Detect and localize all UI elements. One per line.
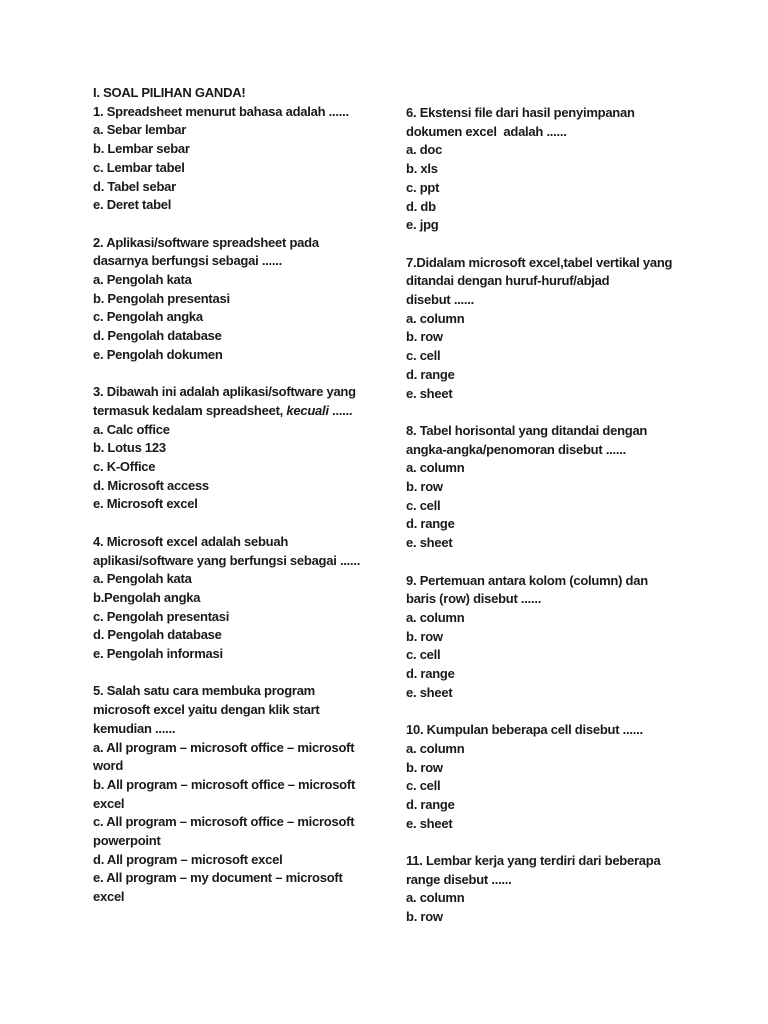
text-line: disebut ......	[406, 292, 475, 308]
text-line: b. row	[406, 759, 443, 775]
text-line: 10. Kumpulan beberapa cell disebut ......	[406, 722, 643, 738]
question-block	[406, 572, 718, 703]
text-line: 8. Tabel horisontal yang ditandai dengan	[406, 422, 648, 438]
text-line: 3. Dibawah ini adalah aplikasi/software yang	[93, 384, 356, 400]
text-line: d. db	[406, 198, 436, 214]
question-block	[406, 721, 718, 833]
text-line: a. Sebar lembar	[93, 122, 187, 138]
text-line: d. range	[406, 796, 455, 812]
text-line: c. cell	[406, 497, 441, 513]
text-line: excel	[93, 795, 125, 811]
text-line: dasarnya berfungsi sebagai ......	[93, 253, 282, 269]
section-title-block	[93, 84, 405, 215]
text-line: c. All program – microsoft office – microsoft	[93, 814, 355, 830]
text-line: e. sheet	[406, 815, 453, 831]
text-line: b. row	[406, 628, 443, 644]
text-line: 2. Aplikasi/software spreadsheet pada	[93, 234, 319, 250]
text-line: 7.Didalam microsoft excel,tabel vertikal yang	[406, 254, 673, 270]
text-line: 1. Spreadsheet menurut bahasa adalah ......	[93, 103, 349, 119]
text-line: d. Microsoft access	[93, 477, 209, 493]
text-line: b. row	[406, 479, 443, 495]
text-line: d. range	[406, 666, 455, 682]
text-line: b. Lembar sebar	[93, 141, 190, 157]
text-line: powerpoint	[93, 833, 161, 849]
question-block	[93, 533, 405, 664]
text-line: c. Pengolah presentasi	[93, 608, 230, 624]
text-line: d. Tabel sebar	[93, 178, 176, 194]
text-line: dokumen excel adalah ......	[406, 123, 567, 139]
text-line: b. All program – microsoft office – microsoft	[93, 776, 356, 792]
left-column	[93, 84, 405, 907]
question-block	[406, 852, 718, 927]
text-line: a. column	[406, 460, 465, 476]
text-line: c. cell	[406, 778, 441, 794]
text-line: 9. Pertemuan antara kolom (column) dan	[406, 572, 648, 588]
text-line: d. range	[406, 366, 455, 382]
text-line: range disebut ......	[406, 871, 512, 887]
text-line: a. column	[406, 740, 465, 756]
text-line: a. column	[406, 890, 465, 906]
text-line: excel	[93, 889, 125, 905]
text-line: b. row	[406, 329, 443, 345]
text-line: 6. Ekstensi file dari hasil penyimpanan	[406, 105, 635, 120]
text-line: angka-angka/penomoran disebut ......	[406, 441, 626, 457]
text-line: a. Calc office	[93, 421, 170, 437]
text-line: kemudian ......	[93, 720, 176, 736]
text-line: microsoft excel yaitu dengan klik start	[93, 702, 320, 718]
text-line: 11. Lembar kerja yang terdiri dari beberapa	[406, 853, 661, 869]
text-line: baris (row) disebut ......	[406, 591, 542, 607]
text-line: e. sheet	[406, 684, 453, 700]
text-line: c. Lembar tabel	[93, 159, 185, 175]
text-line: c. ppt	[406, 179, 440, 195]
question-block	[406, 254, 718, 404]
text-line: a. column	[406, 310, 465, 326]
text-line: aplikasi/software yang berfungsi sebagai ......	[93, 552, 361, 568]
question-block	[406, 104, 718, 235]
text-line: c. Pengolah angka	[93, 309, 203, 325]
text-line: ditandai dengan huruf-huruf/abjad	[406, 273, 610, 289]
text-line: 4. Microsoft excel adalah sebuah	[93, 533, 289, 549]
text-run: termasuk kedalam spreadsheet,	[93, 402, 287, 418]
text-line: a. column	[406, 609, 465, 625]
text-line: c. K-Office	[93, 459, 156, 475]
text-line: b. Pengolah presentasi	[93, 290, 230, 306]
text-run: ......	[328, 402, 353, 418]
text-line	[93, 402, 405, 421]
text-line: e. Pengolah dokumen	[93, 346, 223, 362]
text-line: d. All program – microsoft excel	[93, 851, 283, 867]
text-line: a. Pengolah kata	[93, 272, 192, 288]
text-line: e. jpg	[406, 217, 439, 233]
question-block	[93, 383, 405, 514]
text-line: e. Pengolah informasi	[93, 646, 223, 662]
text-line: c. cell	[406, 647, 441, 663]
italic-text-run: kecuali	[286, 402, 329, 418]
question-block	[93, 234, 405, 365]
text-line: a. doc	[406, 142, 443, 158]
question-block	[93, 682, 405, 906]
text-line: e. All program – my document – microsoft	[93, 870, 343, 886]
text-line: d. Pengolah database	[93, 328, 222, 344]
right-column	[406, 104, 718, 927]
section-title: I. SOAL PILIHAN GANDA!	[93, 85, 246, 100]
text-line: e. Microsoft excel	[93, 496, 198, 512]
text-line: a. All program – microsoft office – microsoft	[93, 739, 355, 755]
text-line: a. Pengolah kata	[93, 571, 192, 587]
text-line: b. Lotus 123	[93, 440, 166, 456]
text-line: b. row	[406, 909, 443, 925]
text-line: b.Pengolah angka	[93, 589, 201, 605]
text-line: e. sheet	[406, 385, 453, 401]
text-line: e. sheet	[406, 535, 453, 551]
text-line: word	[93, 758, 124, 774]
question-block	[406, 422, 718, 553]
text-line: e. Deret tabel	[93, 197, 172, 213]
text-line: d. Pengolah database	[93, 627, 222, 643]
text-line: d. range	[406, 516, 455, 532]
text-line: c. cell	[406, 348, 441, 364]
text-line: 5. Salah satu cara membuka program	[93, 683, 315, 699]
text-line: b. xls	[406, 161, 438, 177]
